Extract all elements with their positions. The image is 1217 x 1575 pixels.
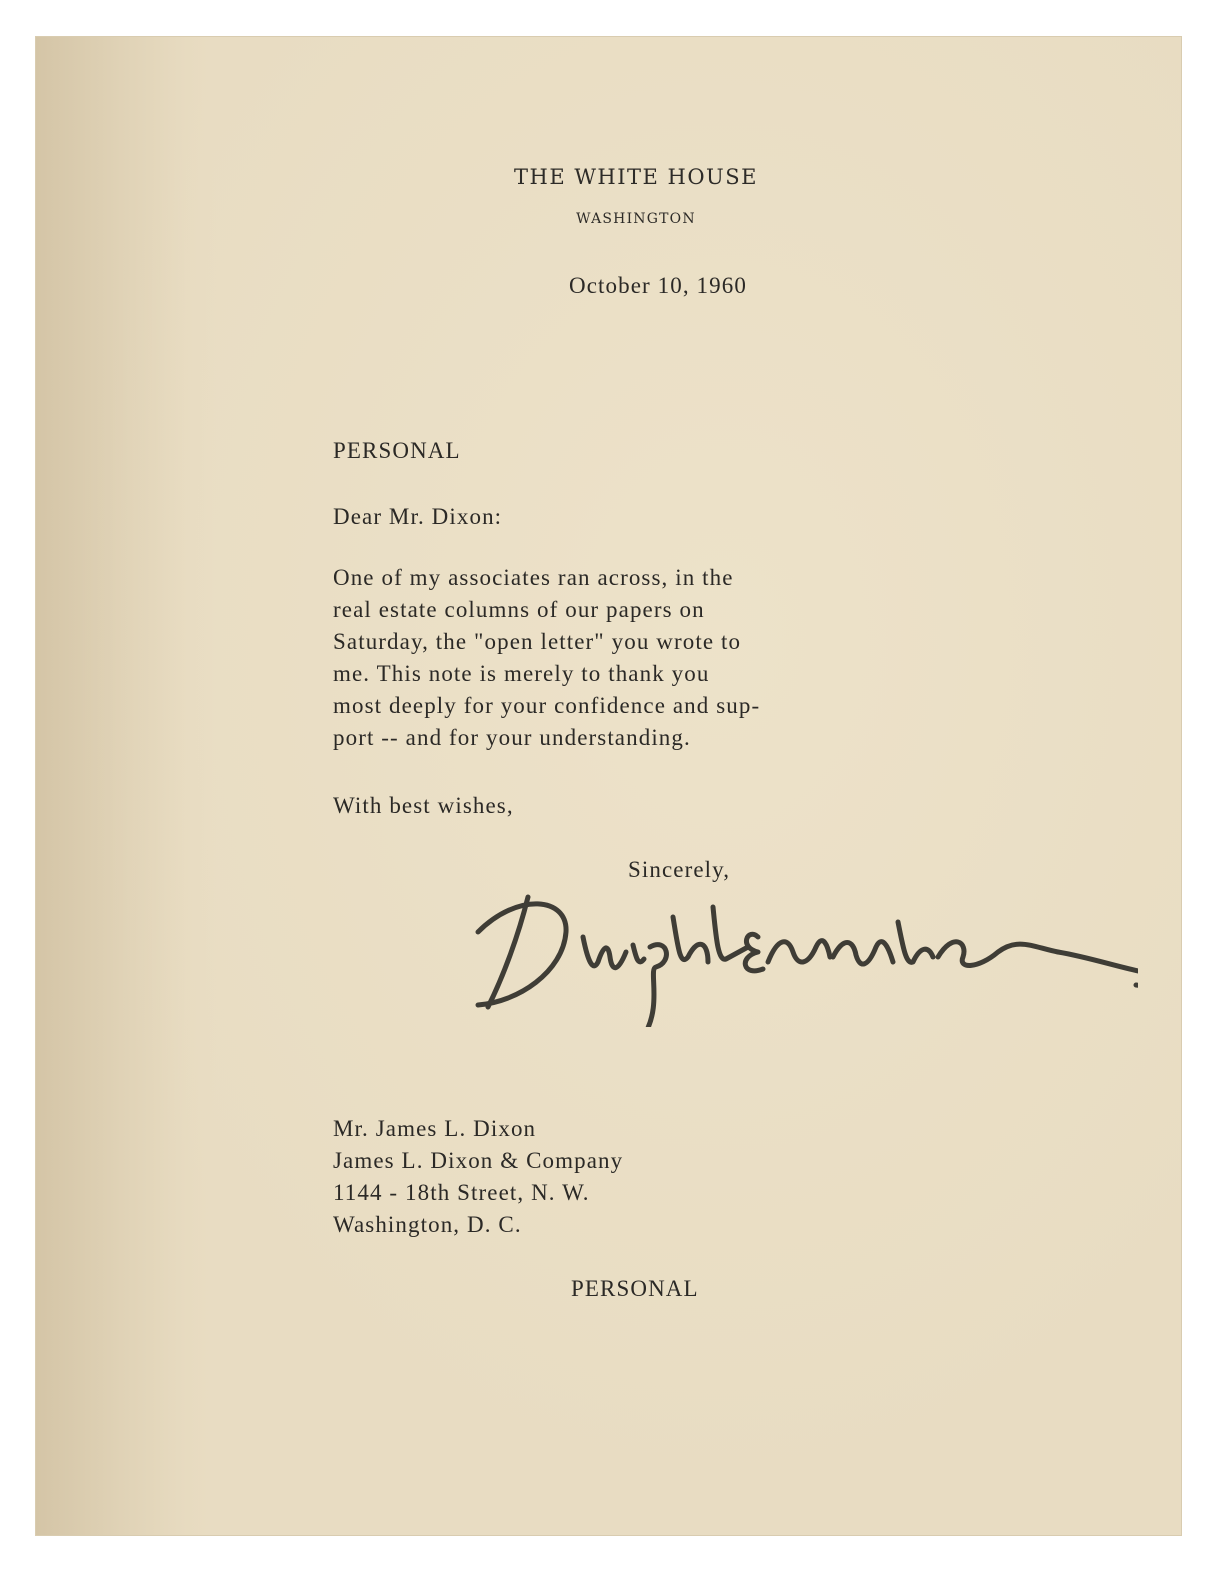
body-line: port -- and for your understanding. [333, 725, 691, 750]
body-line: most deeply for your confidence and sup- [333, 693, 761, 718]
letterhead-title: THE WHITE HOUSE [514, 165, 758, 189]
address-line: Mr. James L. Dixon [333, 1116, 537, 1141]
valediction: Sincerely, [628, 857, 731, 882]
closing: With best wishes, [333, 793, 514, 818]
letter-date: October 10, 1960 [569, 273, 747, 298]
personal-marking-bottom: PERSONAL [571, 1276, 699, 1301]
letter-paper [36, 37, 1181, 1535]
address-line: 1144 - 18th Street, N. W. [333, 1180, 590, 1205]
signature [458, 877, 1138, 1027]
body-line: me. This note is merely to thank you [333, 661, 710, 686]
body-line: Saturday, the "open letter" you wrote to [333, 629, 742, 654]
body-line: One of my associates ran across, in the [333, 565, 734, 590]
salutation: Dear Mr. Dixon: [333, 504, 503, 529]
address-line: James L. Dixon & Company [333, 1148, 624, 1173]
address-line: Washington, D. C. [333, 1212, 522, 1237]
personal-marking-top: PERSONAL [333, 438, 461, 463]
body-line: real estate columns of our papers on [333, 597, 705, 622]
letterhead-city: WASHINGTON [576, 211, 696, 227]
